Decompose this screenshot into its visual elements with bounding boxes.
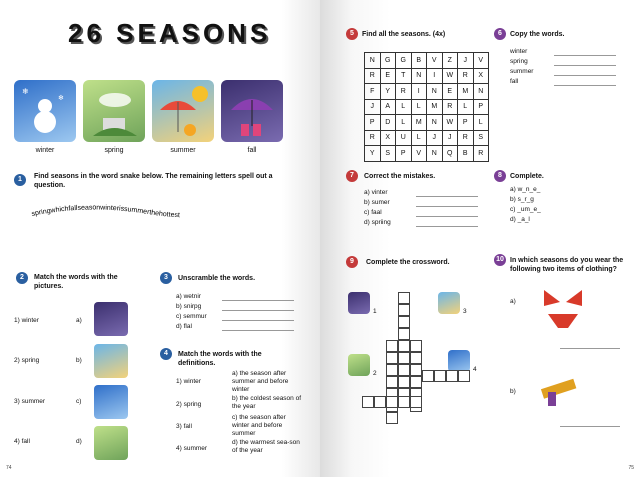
crossword-cell[interactable]	[398, 352, 410, 364]
gap-word: d) _a_l	[510, 216, 530, 223]
clothing-label: b)	[510, 388, 516, 395]
match-word: 2) spring	[176, 401, 202, 408]
definition: d) the warmest sea-son of the year	[232, 439, 300, 454]
crossword-cell[interactable]	[434, 370, 446, 382]
match-word: 1) winter	[176, 378, 201, 385]
wordsearch-cell[interactable]: G	[380, 53, 396, 69]
word-snake	[28, 196, 278, 226]
winter-picture	[14, 80, 76, 142]
wordsearch-cell[interactable]: G	[396, 53, 412, 69]
bikini-icon	[538, 282, 588, 332]
wordsearch-cell[interactable]: T	[396, 68, 412, 84]
page-number: 74	[6, 465, 12, 471]
task-number: 6	[494, 28, 506, 40]
answer-line[interactable]	[222, 330, 294, 331]
crossword-cell[interactable]	[458, 370, 470, 382]
task-number: 2	[16, 272, 28, 284]
wordsearch-cell[interactable]: W	[442, 68, 458, 84]
task-instruction: Find seasons in the word snake below. The remaining letters spell out a question.	[34, 173, 273, 189]
crossword-cell[interactable]	[446, 370, 458, 382]
scrambled-word: b) snirpg	[176, 303, 202, 310]
crossword-cell[interactable]	[410, 396, 422, 408]
answer-line[interactable]	[560, 348, 620, 349]
gap-word: b) s_r_g	[510, 196, 534, 203]
wordsearch-cell[interactable]: J	[365, 99, 381, 115]
wordsearch-cell[interactable]: Y	[365, 146, 381, 162]
crossword-cell[interactable]	[410, 352, 422, 364]
wordsearch-cell[interactable]: P	[365, 115, 381, 131]
crossword-cell[interactable]	[362, 396, 374, 408]
wordsearch-row	[365, 99, 489, 115]
wordsearch-cell[interactable]: E	[442, 84, 458, 100]
definition: b) the coldest season of the year	[232, 395, 302, 410]
misspelled-word: b) sumer	[364, 199, 390, 206]
answer-line[interactable]	[222, 300, 294, 301]
match-word: 3) fall	[176, 423, 192, 430]
wordsearch-cell[interactable]: J	[458, 53, 474, 69]
wordsearch-cell[interactable]: L	[396, 99, 412, 115]
word-snake-text: springwhichfallseasonwinterissummerthehottest	[30, 204, 181, 220]
answer-line[interactable]	[416, 216, 478, 217]
wordsearch-cell[interactable]: W	[442, 115, 458, 131]
crossword-cell[interactable]	[386, 376, 398, 388]
crossword-cell[interactable]	[398, 364, 410, 376]
clue-number: 3	[463, 308, 467, 315]
wordsearch-cell[interactable]: X	[473, 68, 489, 84]
crossword-cell[interactable]	[386, 412, 398, 424]
summer-picture	[152, 80, 214, 142]
wordsearch-cell[interactable]: V	[427, 53, 443, 69]
spring-picture	[83, 80, 145, 142]
crossword-cell[interactable]	[410, 340, 422, 352]
spring-picture	[94, 426, 128, 460]
task-instruction: Find all the seasons. (4x)	[362, 31, 446, 38]
season-label: fall	[247, 147, 257, 154]
answer-line[interactable]	[416, 196, 478, 197]
wordsearch-cell[interactable]: P	[396, 146, 412, 162]
wordsearch-cell[interactable]: M	[427, 99, 443, 115]
crossword-cell[interactable]	[398, 292, 410, 304]
winter-clue-picture	[448, 350, 470, 372]
wordsearch-cell[interactable]: N	[365, 53, 381, 69]
scrambled-word: d) flal	[176, 323, 192, 330]
task-number: 1	[14, 174, 26, 186]
winter-picture	[94, 385, 128, 419]
page-number: 75	[628, 465, 634, 471]
answer-line[interactable]	[554, 65, 616, 66]
task-number: 7	[346, 170, 358, 182]
wordsearch-cell[interactable]: D	[380, 115, 396, 131]
match-letter: d)	[76, 438, 82, 445]
clue-number: 4	[473, 366, 477, 373]
crossword-cell[interactable]	[398, 396, 410, 408]
wordsearch-cell[interactable]: F	[365, 84, 381, 100]
wordsearch-cell[interactable]: L	[411, 130, 427, 146]
wordsearch-cell[interactable]: L	[458, 99, 474, 115]
crossword-cell[interactable]	[386, 340, 398, 352]
task-number: 3	[160, 272, 172, 284]
misspelled-word: c) faal	[364, 209, 382, 216]
answer-line[interactable]	[416, 226, 478, 227]
svg-text:❄: ❄	[22, 87, 29, 96]
scarf-icon	[538, 378, 582, 408]
wordsearch-cell[interactable]: P	[473, 99, 489, 115]
answer-line[interactable]	[554, 55, 616, 56]
wordsearch-cell[interactable]: S	[380, 146, 396, 162]
wordsearch-cell[interactable]: S	[473, 130, 489, 146]
crossword-cell[interactable]	[398, 304, 410, 316]
svg-text:springwhichfallseasonwinteriss	[31, 204, 180, 219]
season-label: spring	[104, 147, 124, 154]
wordsearch-cell[interactable]: R	[365, 130, 381, 146]
wordsearch-cell[interactable]: N	[427, 146, 443, 162]
task-instruction: Complete.	[510, 173, 544, 180]
wordsearch-row	[365, 146, 489, 162]
definition: c) the season after winter and before summer	[232, 414, 286, 437]
answer-line[interactable]	[554, 85, 616, 86]
wordsearch-cell[interactable]: U	[396, 130, 412, 146]
match-letter: a)	[76, 317, 82, 324]
match-letter: c)	[76, 398, 82, 405]
wordsearch-cell[interactable]: N	[427, 115, 443, 131]
wordsearch-cell[interactable]: V	[411, 146, 427, 162]
task-number: 10	[494, 254, 506, 266]
crossword-cell[interactable]	[398, 376, 410, 388]
gap-word: c) _um_e_	[510, 206, 541, 213]
spring-clue-picture	[348, 354, 370, 376]
scrambled-word: a) wetnir	[176, 293, 201, 300]
task-instruction: Correct the mistakes.	[364, 173, 436, 180]
crossword-cell[interactable]	[410, 376, 422, 388]
answer-line[interactable]	[554, 75, 616, 76]
crossword-cell[interactable]	[386, 352, 398, 364]
task-instruction: Unscramble the words.	[178, 275, 256, 282]
answer-line[interactable]	[222, 310, 294, 311]
fall-picture	[94, 302, 128, 336]
copy-word: spring	[510, 58, 528, 65]
wordsearch-grid	[364, 52, 489, 162]
task-number: 5	[346, 28, 358, 40]
match-letter: b)	[76, 357, 82, 364]
clue-number: 1	[373, 308, 377, 315]
wordsearch-cell[interactable]: N	[427, 84, 443, 100]
match-word: 4) fall	[14, 438, 30, 445]
wordsearch-cell[interactable]: J	[427, 130, 443, 146]
match-word: 3) summer	[14, 398, 46, 405]
wordsearch-row	[365, 115, 489, 131]
wordsearch-cell[interactable]: R	[473, 146, 489, 162]
season-label: winter	[35, 147, 55, 154]
misspelled-word: d) spriing	[364, 219, 391, 226]
task-number: 9	[346, 256, 358, 268]
wordsearch-cell[interactable]: Y	[380, 84, 396, 100]
crossword-cell[interactable]	[386, 396, 398, 408]
wordsearch-cell[interactable]: L	[473, 115, 489, 131]
wordsearch-cell[interactable]: I	[411, 84, 427, 100]
match-word: 2) spring	[14, 357, 40, 364]
match-word: 1) winter	[14, 317, 39, 324]
wordsearch-cell[interactable]: A	[380, 99, 396, 115]
wordsearch-cell[interactable]: V	[473, 53, 489, 69]
wordsearch-cell[interactable]: L	[396, 115, 412, 131]
copy-word: winter	[510, 48, 528, 55]
wordsearch-row	[365, 84, 489, 100]
wordsearch-cell[interactable]: M	[411, 115, 427, 131]
wordsearch-cell[interactable]: J	[442, 130, 458, 146]
crossword-cell[interactable]	[398, 340, 410, 352]
copy-word: fall	[510, 78, 519, 85]
wordsearch-cell[interactable]: E	[380, 68, 396, 84]
clue-number: 2	[373, 370, 377, 377]
crossword-cell[interactable]	[398, 328, 410, 340]
wordsearch-cell[interactable]: B	[411, 53, 427, 69]
wordsearch-cell[interactable]: N	[473, 84, 489, 100]
fall-clue-picture	[348, 292, 370, 314]
definition: a) the season after summer and before winter	[232, 370, 289, 393]
wordsearch-cell[interactable]: M	[458, 84, 474, 100]
wordsearch-row	[365, 130, 489, 146]
match-word: 4) summer	[176, 445, 208, 452]
wordsearch-cell[interactable]: L	[411, 99, 427, 115]
task-instruction: Match the words with the pictures.	[34, 274, 118, 290]
copy-word: summer	[510, 68, 534, 75]
right-page	[320, 0, 640, 477]
crossword-cell[interactable]	[410, 364, 422, 376]
season-label: summer	[170, 147, 196, 154]
wordsearch-cell[interactable]: P	[458, 115, 474, 131]
wordsearch-cell[interactable]: I	[427, 68, 443, 84]
wordsearch-cell[interactable]: X	[380, 130, 396, 146]
gap-word: a) w_n_e_	[510, 186, 541, 193]
svg-text:❄: ❄	[58, 95, 64, 102]
misspelled-word: a) vinter	[364, 189, 388, 196]
task-instruction: Copy the words.	[510, 31, 565, 38]
task-number: 4	[160, 348, 172, 360]
task-instruction: In which seasons do you wear the following two items of clothing?	[510, 257, 624, 273]
wordsearch-cell[interactable]: Z	[442, 53, 458, 69]
summer-clue-picture	[438, 292, 460, 314]
page-title: 26 SEASONS	[68, 18, 272, 48]
crossword-cell[interactable]	[398, 316, 410, 328]
crossword-cell[interactable]	[422, 370, 434, 382]
scrambled-word: c) semmur	[176, 313, 207, 320]
wordsearch-cell[interactable]: R	[458, 68, 474, 84]
wordsearch-row	[365, 53, 489, 69]
wordsearch-cell[interactable]: N	[411, 68, 427, 84]
wordsearch-cell[interactable]: R	[442, 99, 458, 115]
wordsearch-cell[interactable]: R	[396, 84, 412, 100]
answer-line[interactable]	[416, 206, 478, 207]
answer-line[interactable]	[560, 426, 620, 427]
task-instruction: Complete the crossword.	[366, 259, 450, 266]
wordsearch-cell[interactable]: B	[458, 146, 474, 162]
wordsearch-cell[interactable]: R	[365, 68, 381, 84]
task-instruction: Match the words with the definitions.	[178, 351, 262, 367]
wordsearch-cell[interactable]: Q	[442, 146, 458, 162]
clothing-label: a)	[510, 298, 516, 305]
fall-picture	[221, 80, 283, 142]
crossword-cell[interactable]	[374, 396, 386, 408]
task-number: 8	[494, 170, 506, 182]
wordsearch-cell[interactable]: R	[458, 130, 474, 146]
wordsearch-row	[365, 68, 489, 84]
summer-picture	[94, 344, 128, 378]
answer-line[interactable]	[222, 320, 294, 321]
crossword-cell[interactable]	[386, 364, 398, 376]
